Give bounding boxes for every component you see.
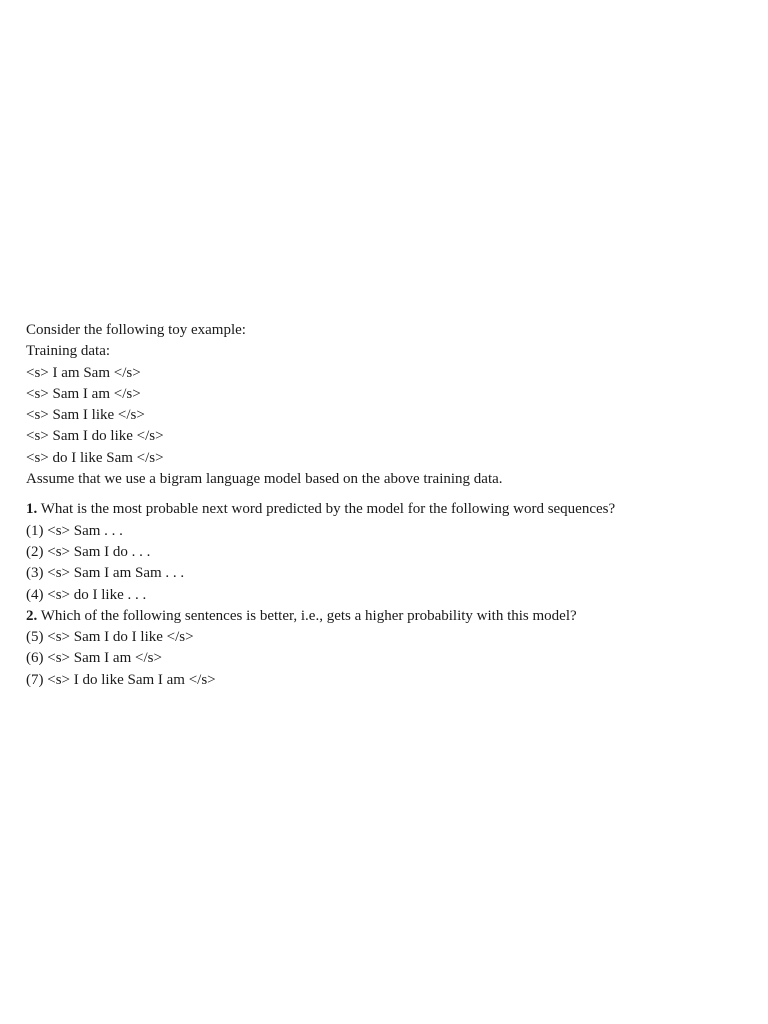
training-sentence: <s> I am Sam </s> — [26, 364, 141, 381]
question-2-item: (7) <s> I do like Sam I am </s> — [26, 671, 216, 688]
question-1-item: (4) <s> do I like . . . — [26, 586, 147, 603]
question-2-text: Which of the following sentences is better, i.e., gets a higher probability with this model? — [37, 607, 577, 624]
question-1-item: (2) <s> Sam I do . . . — [26, 543, 151, 560]
question-2-item: (5) <s> Sam I do I like </s> — [26, 629, 194, 646]
question-1-item: (3) <s> Sam I am Sam . . . — [26, 565, 185, 582]
question-1-number: 1. — [26, 501, 38, 518]
intro-line: Consider the following toy example: — [26, 322, 246, 338]
question-1-text: What is the most probable next word predicted by the model for the following word sequences? — [37, 501, 616, 518]
training-sentence: <s> do I like Sam </s> — [26, 449, 164, 466]
question-1 — [26, 499, 756, 520]
question-2-number: 2. — [26, 607, 38, 624]
training-sentence: <s> Sam I am </s> — [26, 385, 141, 402]
question-1-item: (1) <s> Sam . . . — [26, 522, 123, 539]
training-sentence: <s> Sam I like </s> — [26, 407, 145, 424]
question-2 — [26, 606, 756, 627]
training-sentence: <s> Sam I do like </s> — [26, 428, 164, 445]
training-data-label: Training data: — [26, 343, 111, 360]
problem-text — [26, 320, 756, 691]
question-2-item: (6) <s> Sam I am </s> — [26, 650, 162, 667]
assumption-line: Assume that we use a bigram language model based on the above training data. — [26, 471, 503, 488]
